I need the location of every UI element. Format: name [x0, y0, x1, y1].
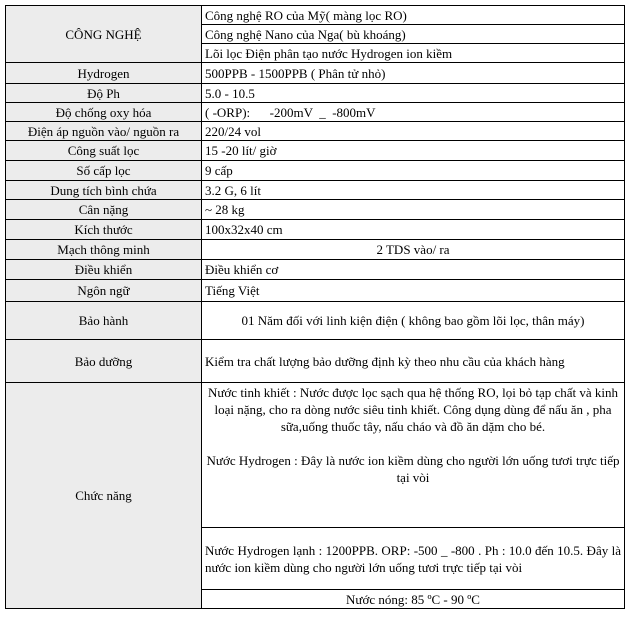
label-dien-ap: Điện áp nguồn vào/ nguồn ra — [6, 122, 202, 141]
value-kich-thuoc: 100x32x40 cm — [202, 220, 625, 240]
value-chuc-nang-hydrogen-lanh: Nước Hydrogen lạnh : 1200PPB. ORP: -500 _ -800 . Ph : 10.0 đến 10.5. Đây là nước ion kiềm dùng cho người lớn uống tươi trực tiếp tại vòi — [202, 528, 625, 590]
value-cong-nghe-dien-phan: Lõi lọc Điện phân tạo nước Hydrogen ion kiềm — [202, 44, 625, 63]
value-dieu-khien: Điều khiển cơ — [202, 260, 625, 280]
value-oxy-hoa: ( -ORP): -200mV _ -800mV — [202, 103, 625, 122]
value-bao-duong: Kiểm tra chất lượng bảo dưỡng định kỳ theo nhu cầu của khách hàng — [202, 340, 625, 383]
value-do-ph: 5.0 - 10.5 — [202, 84, 625, 103]
label-bao-duong: Bảo dưỡng — [6, 340, 202, 383]
label-oxy-hoa: Độ chống oxy hóa — [6, 103, 202, 122]
label-hydrogen: Hydrogen — [6, 63, 202, 84]
value-bao-hanh: 01 Năm đối với linh kiện điện ( không bao gồm lõi lọc, thân máy) — [202, 302, 625, 340]
label-cong-nghe: CÔNG NGHỆ — [6, 6, 202, 63]
value-hydrogen: 500PPB - 1500PPB ( Phân tử nhỏ) — [202, 63, 625, 84]
label-kich-thuoc: Kích thước — [6, 220, 202, 240]
value-ngon-ngu: Tiếng Việt — [202, 280, 625, 302]
spec-table — [5, 5, 625, 609]
label-do-ph: Độ Ph — [6, 84, 202, 103]
value-cong-nghe-nano: Công nghệ Nano của Nga( bù khoáng) — [202, 25, 625, 44]
label-dieu-khien: Điều khiển — [6, 260, 202, 280]
label-so-cap: Số cấp lọc — [6, 161, 202, 181]
label-can-nang: Cân nặng — [6, 200, 202, 220]
value-chuc-nang-tinh-khiet: Nước tinh khiết : Nước được lọc sạch qua hệ thống RO, lọi bỏ tạp chất và kinh loại nặng, cho ra dòng nước siêu tinh khiết. Công dụng dùng để nấu ăn , pha sữa,uống thuốc tây, nấu cháo và đồ ăn dặm cho bé. — [207, 385, 618, 434]
value-mach-thong-minh: 2 TDS vào/ ra — [202, 240, 625, 260]
label-ngon-ngu: Ngôn ngữ — [6, 280, 202, 302]
label-chuc-nang: Chức năng — [6, 383, 202, 609]
label-mach-thong-minh: Mạch thông minh — [6, 240, 202, 260]
value-cong-suat: 15 -20 lít/ giờ — [202, 141, 625, 161]
value-so-cap: 9 cấp — [202, 161, 625, 181]
spacer — [205, 435, 621, 452]
value-can-nang: ~ 28 kg — [202, 200, 625, 220]
label-bao-hanh: Bảo hành — [6, 302, 202, 340]
value-chuc-nang-tinh-khiet-block — [202, 383, 625, 528]
value-dien-ap: 220/24 vol — [202, 122, 625, 141]
label-cong-suat: Công suất lọc — [6, 141, 202, 161]
value-cong-nghe-ro: Công nghệ RO của Mỹ( màng lọc RO) — [202, 6, 625, 25]
value-chuc-nang-nong: Nước nóng: 85 ºC - 90 ºC — [202, 590, 625, 609]
value-chuc-nang-hydrogen: Nước Hydrogen : Đây là nước ion kiềm dùng cho người lớn uống tươi trực tiếp tại vòi — [206, 453, 620, 485]
label-dung-tich: Dung tích bình chứa — [6, 181, 202, 200]
value-dung-tich: 3.2 G, 6 lít — [202, 181, 625, 200]
